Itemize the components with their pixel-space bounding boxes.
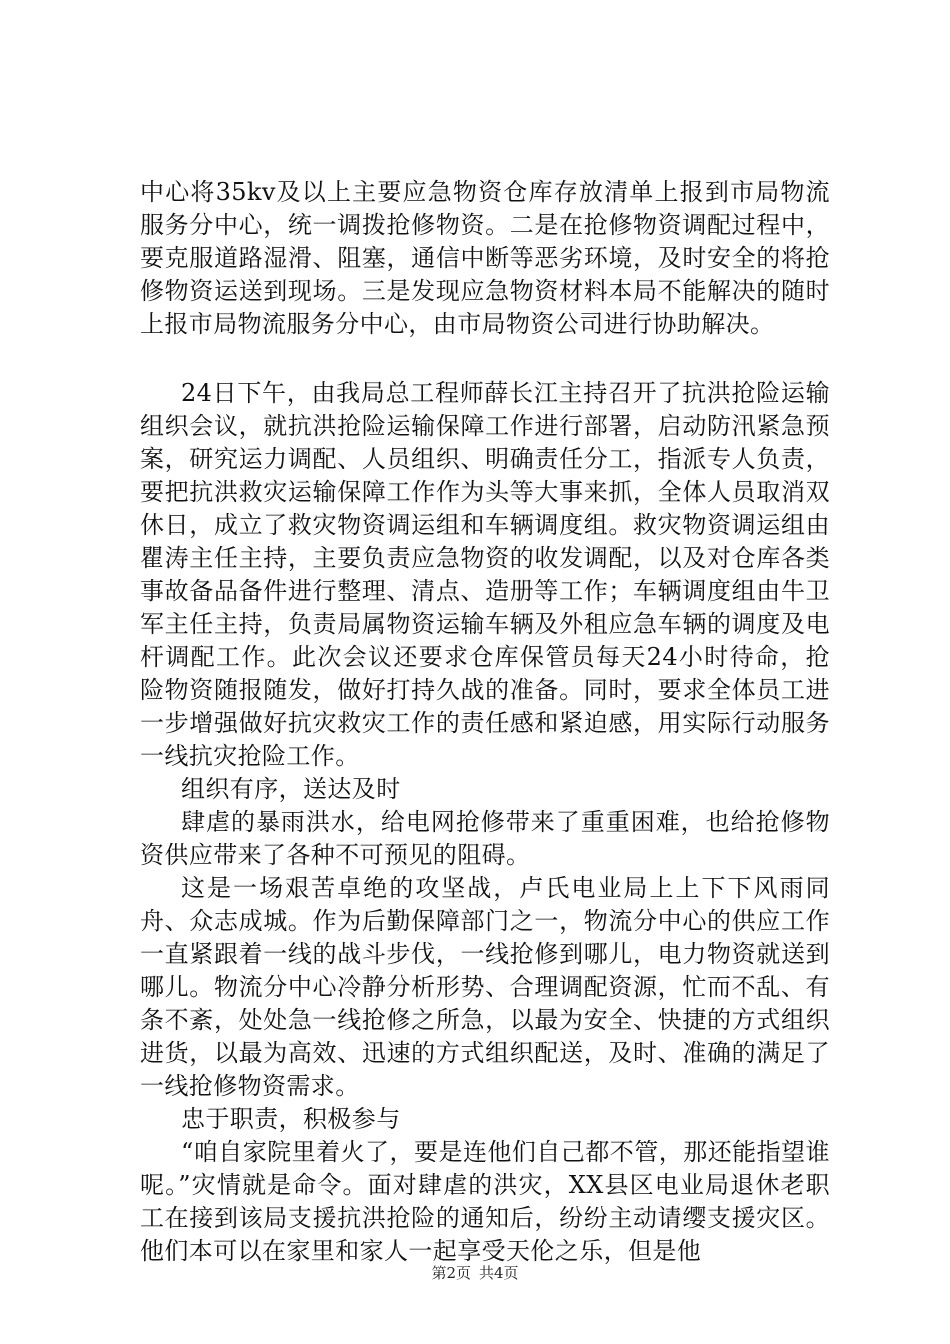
paragraph-continuation: 中心将35kv及以上主要应急物资仓库存放清单上报到市局物流服务分中心，统一调拨抢修物资。二是在抢修物资调配过程中，要克服道路湿滑、阻塞，通信中断等恶劣环境，及时安全的将抢修物资运送到现场。三是发现应急物资材料本局不能解决的随时上报市局物流服务分中心，由市局物资公司进行协助解决。 (140, 178, 830, 338)
page-footer (0, 1262, 950, 1283)
body-text (140, 176, 830, 1268)
section-heading-organized: 组织有序，送达及时 (181, 775, 401, 803)
paragraph-retirees: “咱自家院里着火了，要是连他们自己都不管，那还能指望谁呢。”灾情就是命令。面对肆虐的洪灾，XX县区电业局退休老职工在接到该局支援抗洪抢险的通知后，纷纷主动请缨支援灾区。他们本可以在家里和家人一起享受天伦之乐，但是他 (140, 1138, 830, 1265)
page-total: 共4页 (479, 1264, 519, 1282)
section-heading-duty: 忠于职责，积极参与 (181, 1105, 401, 1133)
page-number: 第2页 (431, 1264, 471, 1282)
paragraph-battle: 这是一场艰苦卓绝的攻坚战，卢氏电业局上上下下风雨同舟、众志成城。作为后勤保障部门之一，物流分中心的供应工作一直紧跟着一线的战斗步伐，一线抢修到哪儿，电力物资就送到哪儿。物流分中心冷静分析形势、合理调配资源，忙而不乱、有条不紊，处处急一线抢修之所急，以最为安全、快捷的方式组织进货，以最为高效、迅速的方式组织配送，及时、准确的满足了一线抢修物资需求。 (140, 874, 830, 1100)
paragraph-meeting: 24日下午，由我局总工程师薛长江主持召开了抗洪抢险运输组织会议，就抗洪抢险运输保障工作进行部署，启动防汛紧急预案，研究运力调配、人员组织、明确责任分工，指派专人负责，要把抗洪救灾运输保障工作作为头等大事来抓，全体人员取消双休日，成立了救灾物资调运组和车辆调度组。救灾物资调运组由瞿涛主任主持，主要负责应急物资的收发调配，以及对仓库各类事故备品备件进行整理、清点、造册等工作；车辆调度组由牛卫军主任主持，负责局属物资运输车辆及外租应急车辆的调度及电杆调配工作。此次会议还要求仓库保管员每天24小时待命，抢险物资随报随发，做好打持久战的准备。同时，要求全体员工进一步增强做好抗灾救灾工作的责任感和紧迫感，用实际行动服务一线抗灾抢险工作。 (140, 379, 830, 770)
paragraph-flood: 肆虐的暴雨洪水，给电网抢修带来了重重困难，也给抢修物资供应带来了各种不可预见的阻碍。 (140, 808, 830, 869)
